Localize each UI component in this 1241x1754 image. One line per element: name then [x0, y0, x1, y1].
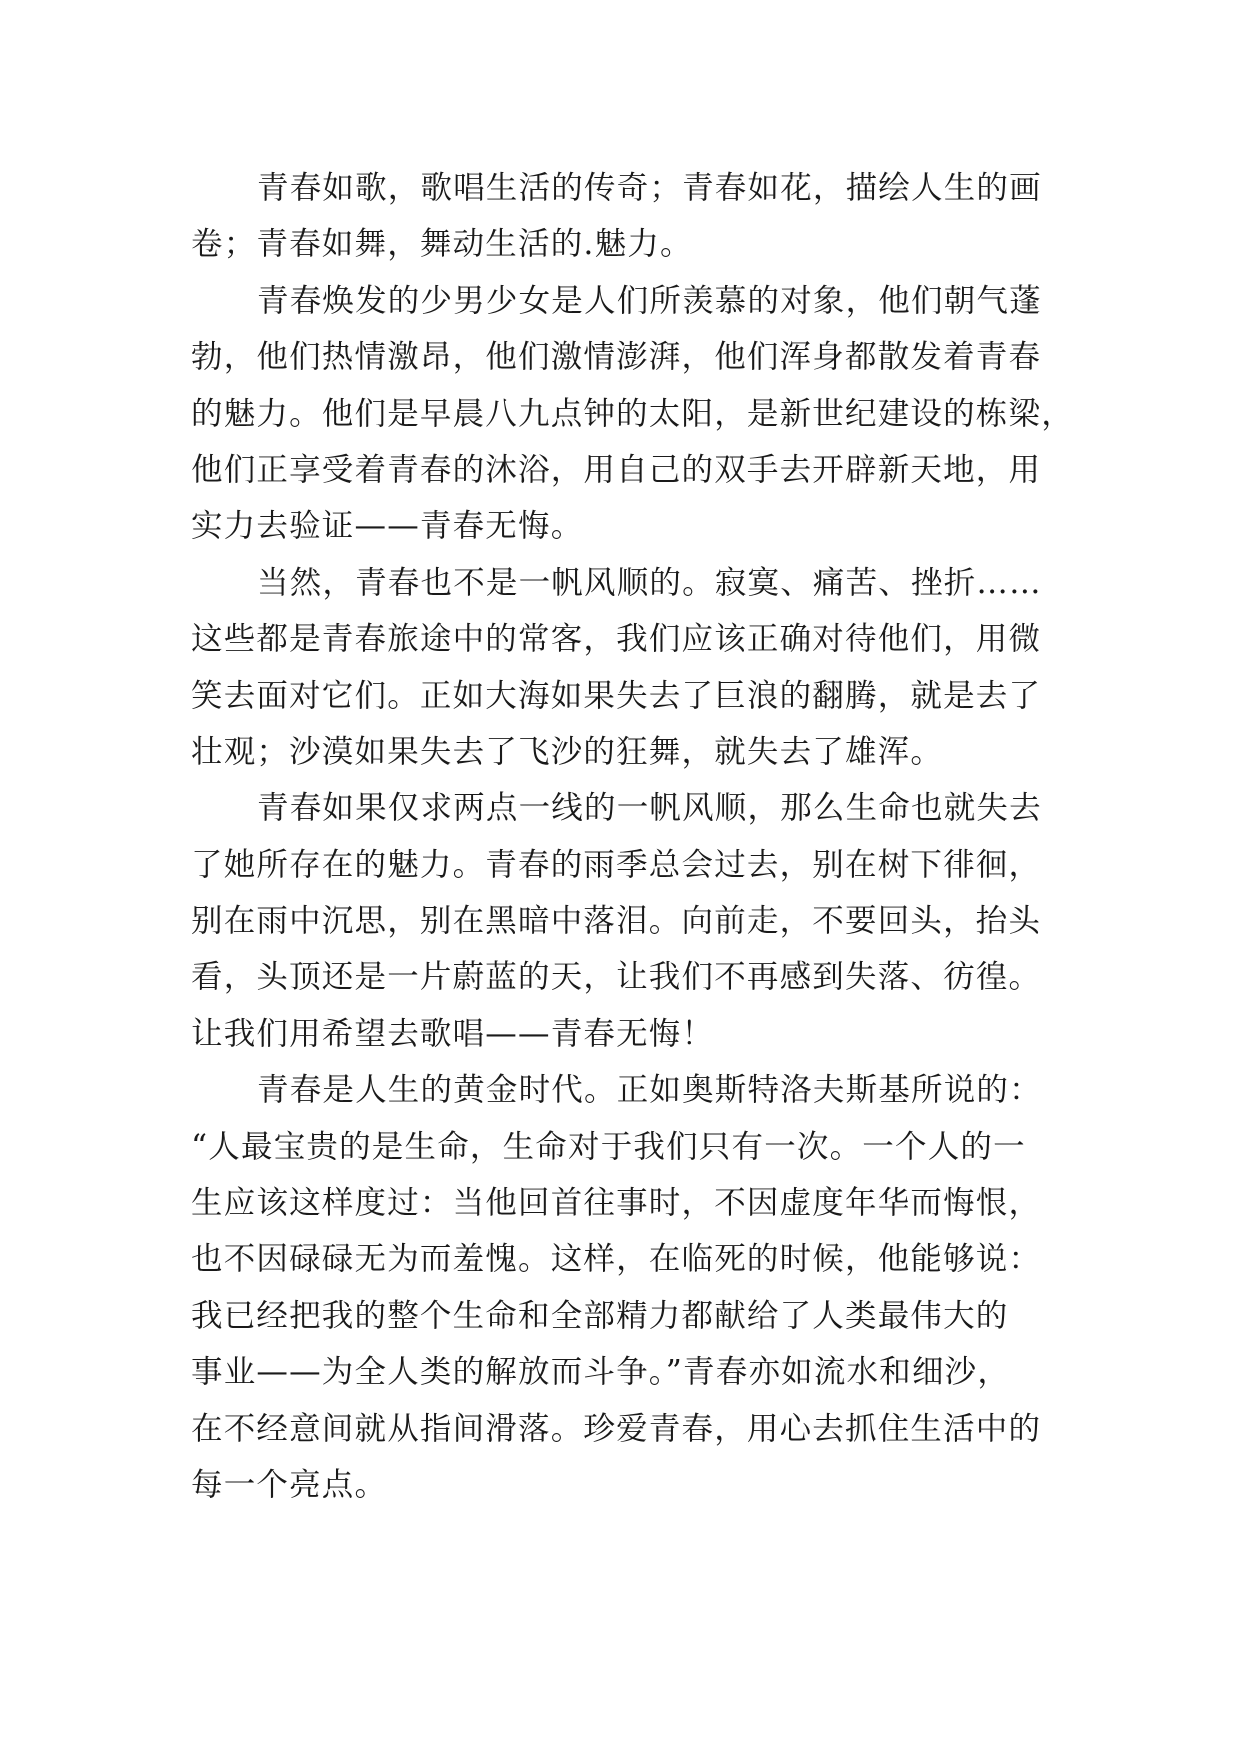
paragraph-line: 他们正享受着青春的沐浴，用自己的双手去开辟新天地，用 [191, 451, 1042, 488]
paragraph-1 [191, 160, 1071, 273]
paragraph-line: 卷；青春如舞，舞动生活的.魅力。 [191, 226, 693, 263]
paragraph-2 [191, 273, 1074, 555]
paragraph-line: 每一个亮点。 [191, 1466, 388, 1503]
paragraph-3 [191, 555, 1071, 781]
paragraph-line: 勃，他们热情激昂，他们激情澎湃，他们浑身都散发着青春 [191, 339, 1042, 376]
paragraph-line: 生应该这样度过：当他回首往事时，不因虚度年华而悔恨， [191, 1185, 1042, 1222]
paragraph-4 [191, 780, 1071, 1062]
paragraph-line: “人最宝贵的是生命，生命对于我们只有一次。一个人的一 [191, 1128, 1026, 1165]
paragraph-line: 别在雨中沉思，别在黑暗中落泪。向前走，不要回头，抬头 [191, 903, 1042, 940]
paragraph-line: 当然，青春也不是一帆风顺的。寂寞、痛苦、挫折…… [257, 564, 1042, 601]
paragraph-line: 青春如歌，歌唱生活的传奇；青春如花，描绘人生的画 [257, 170, 1042, 206]
paragraph-line: 青春焕发的少男少女是人们所羡慕的对象，他们朝气蓬 [257, 282, 1042, 319]
paragraph-line: 实力去验证——青春无悔。 [191, 508, 584, 545]
paragraph-line: 青春如果仅求两点一线的一帆风顺，那么生命也就失去 [257, 790, 1042, 827]
document-body [191, 160, 1074, 1513]
paragraph-line: 看，头顶还是一片蔚蓝的天，让我们不再感到失落、彷徨。 [191, 959, 1042, 996]
paragraph-line: 这些都是青春旅途中的常客，我们应该正确对待他们，用微 [191, 621, 1042, 658]
paragraph-line: 青春是人生的黄金时代。正如奥斯特洛夫斯基所说的： [257, 1072, 1042, 1109]
paragraph-line: 也不因碌碌无为而羞愧。这样，在临死的时候，他能够说： [191, 1241, 1042, 1278]
paragraph-line: 壮观；沙漠如果失去了飞沙的狂舞，就失去了雄浑。 [191, 733, 944, 770]
paragraph-line: 我已经把我的整个生命和全部精力都献给了人类最伟大的 [191, 1297, 1009, 1334]
paragraph-line: 了她所存在的魅力。青春的雨季总会过去，别在树下徘徊， [191, 846, 1042, 883]
paragraph-line: 笑去面对它们。正如大海如果失去了巨浪的翻腾，就是去了 [191, 677, 1042, 714]
paragraph-line: 的魅力。他们是早晨八九点钟的太阳，是新世纪建设的栋梁， [191, 395, 1074, 432]
paragraph-line: 在不经意间就从指间滑落。珍爱青春，用心去抓住生活中的 [191, 1410, 1042, 1447]
paragraph-5 [191, 1062, 1071, 1513]
paragraph-line: 事业——为全人类的解放而斗争。”青春亦如流水和细沙， [191, 1354, 1011, 1391]
paragraph-line: 让我们用希望去歌唱——青春无悔！ [191, 1015, 715, 1052]
